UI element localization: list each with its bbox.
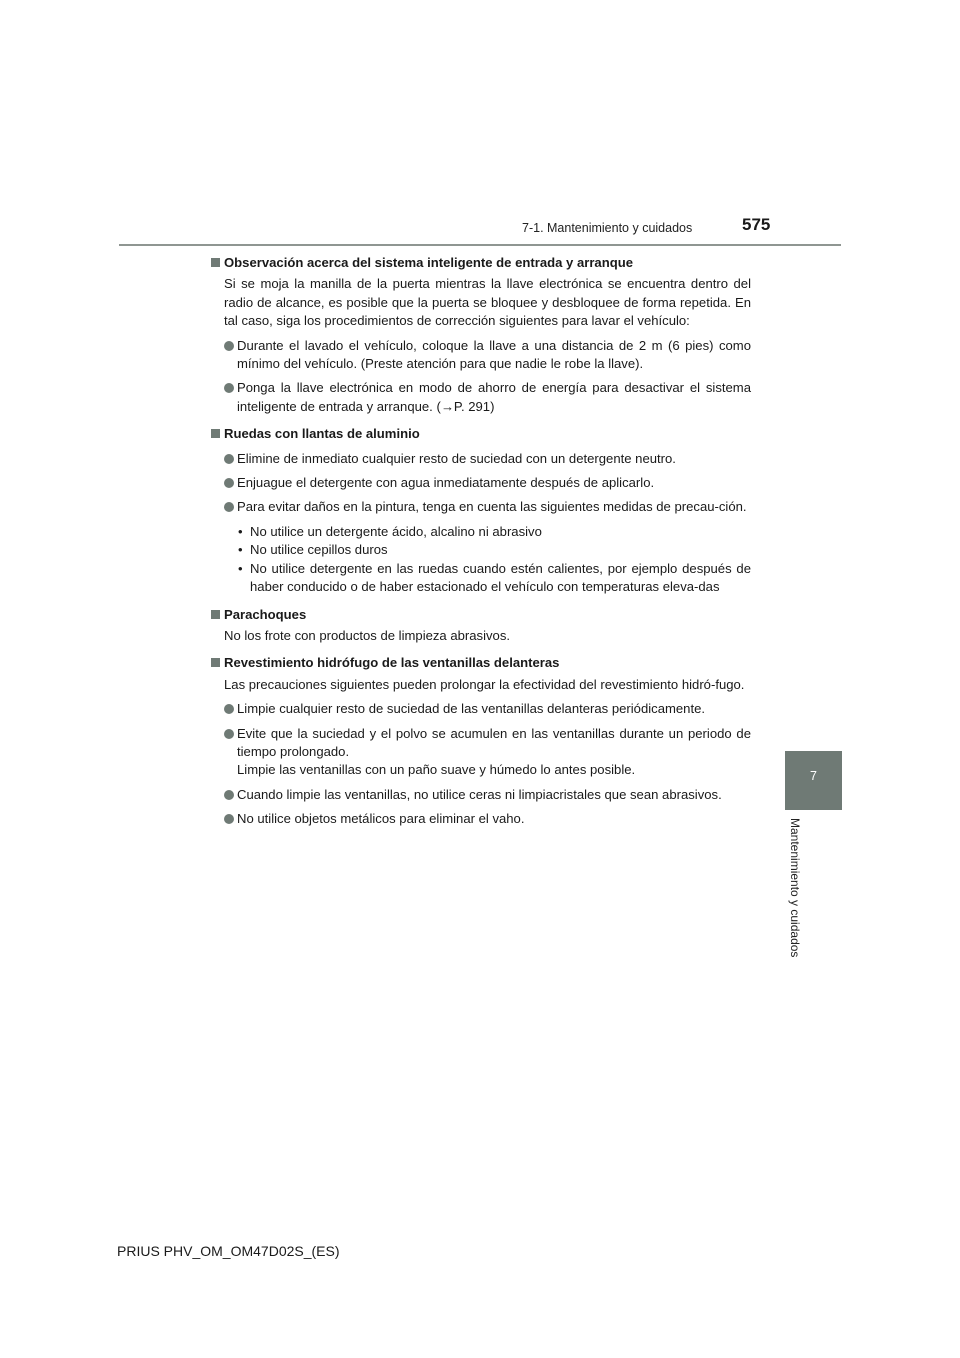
list-item-text-continued: Limpie las ventanillas con un paño suave y húmedo lo antes posible. xyxy=(237,762,636,778)
section-heading xyxy=(211,254,751,272)
paragraph: Si se moja la manilla de la puerta mientras la llave electrónica se encuentra dentro del radio de alcance, es posible que la puerta se bloquee y desbloquee de forma repetida. En tal caso, siga los procedimientos de corrección siguientes para lavar el vehículo: xyxy=(224,276,751,329)
circle-bullet-icon xyxy=(224,478,234,488)
square-bullet-icon xyxy=(211,658,220,667)
list-item-text: Durante el lavado el vehículo, coloque la llave a una distancia de 2 m (6 pies) como mínimo del vehículo. (Preste atención para que nadie le robe la llave). xyxy=(237,337,751,372)
list-item xyxy=(211,450,751,468)
list-item xyxy=(211,786,751,804)
list-item-text: Ponga la llave electrónica en modo de ahorro de energía para desactivar el sistema inteligente de entrada y arranque. (→P. 291) xyxy=(237,380,751,414)
list-item-text: Elimine de inmediato cualquier resto de suciedad con un detergente neutro. xyxy=(237,450,676,466)
list-item xyxy=(211,498,751,516)
chapter-side-label: Mantenimiento y cuidados xyxy=(788,818,802,958)
circle-bullet-icon xyxy=(224,814,234,824)
list-item xyxy=(211,810,751,828)
sub-list-item xyxy=(211,541,751,559)
circle-bullet-icon xyxy=(224,790,234,800)
document-id: PRIUS PHV_OM_OM47D02S_(ES) xyxy=(117,1243,340,1259)
square-bullet-icon xyxy=(211,610,220,619)
list-item-text: Enjuague el detergente con agua inmediatamente después de aplicarlo. xyxy=(237,475,655,491)
sub-list-item-text: No utilice un detergente ácido, alcalino ni abrasivo xyxy=(250,523,542,539)
sub-list-item xyxy=(211,560,751,597)
circle-bullet-icon xyxy=(224,454,234,464)
sub-list-item-text: No utilice detergente en las ruedas cuando estén calientes, por ejemplo después de haber conducido o de haber estacionado el vehículo con temperaturas eleva-das xyxy=(250,560,751,595)
paragraph: Las precauciones siguientes pueden prolongar la efectividad del revestimiento hidró-fugo. xyxy=(224,676,745,692)
circle-bullet-icon xyxy=(224,341,234,351)
sub-bullet-mark: • xyxy=(238,560,243,576)
sub-bullet-mark: • xyxy=(238,542,243,558)
sub-list-item-text: No utilice cepillos duros xyxy=(250,542,388,558)
list-item-text: Evite que la suciedad y el polvo se acumulen en las ventanillas durante un periodo de tiempo prolongado. xyxy=(237,725,751,759)
paragraph: No los frote con productos de limpieza abrasivos. xyxy=(224,627,511,643)
list-item-text: No utilice objetos metálicos para eliminar el vaho. xyxy=(237,811,525,827)
square-bullet-icon xyxy=(211,429,220,438)
section-title: 7-1. Mantenimiento y cuidados xyxy=(522,221,693,235)
circle-bullet-icon xyxy=(224,502,234,512)
circle-bullet-icon xyxy=(224,383,234,393)
section-heading xyxy=(211,654,751,672)
header-divider xyxy=(119,244,841,246)
main-content xyxy=(211,254,751,829)
section-heading-text: Revestimiento hidrófugo de las ventanillas delanteras xyxy=(224,655,560,671)
chapter-tab[interactable] xyxy=(785,751,842,810)
section-heading xyxy=(211,425,751,443)
sub-list-item xyxy=(211,523,751,541)
sub-bullet-mark: • xyxy=(238,523,243,539)
list-item-text: Para evitar daños en la pintura, tenga en cuenta las siguientes medidas de precau-ción. xyxy=(237,499,747,515)
list-item xyxy=(211,379,751,416)
list-item-text: Cuando limpie las ventanillas, no utilice ceras ni limpiacristales que sean abrasivos. xyxy=(237,786,722,802)
section-heading-text: Ruedas con llantas de aluminio xyxy=(224,426,420,442)
chapter-number: 7 xyxy=(810,769,817,783)
square-bullet-icon xyxy=(211,258,220,267)
circle-bullet-icon xyxy=(224,729,234,739)
list-item xyxy=(211,474,751,492)
section-heading-text: Parachoques xyxy=(224,606,307,622)
circle-bullet-icon xyxy=(224,704,234,714)
list-item xyxy=(211,725,751,780)
list-item xyxy=(211,337,751,374)
page-number: 575 xyxy=(742,215,771,234)
section-heading xyxy=(211,606,751,624)
list-item-text: Limpie cualquier resto de suciedad de las ventanillas delanteras periódicamente. xyxy=(237,701,706,717)
section-heading-text: Observación acerca del sistema inteligente de entrada y arranque xyxy=(224,255,633,270)
list-item xyxy=(211,700,751,718)
